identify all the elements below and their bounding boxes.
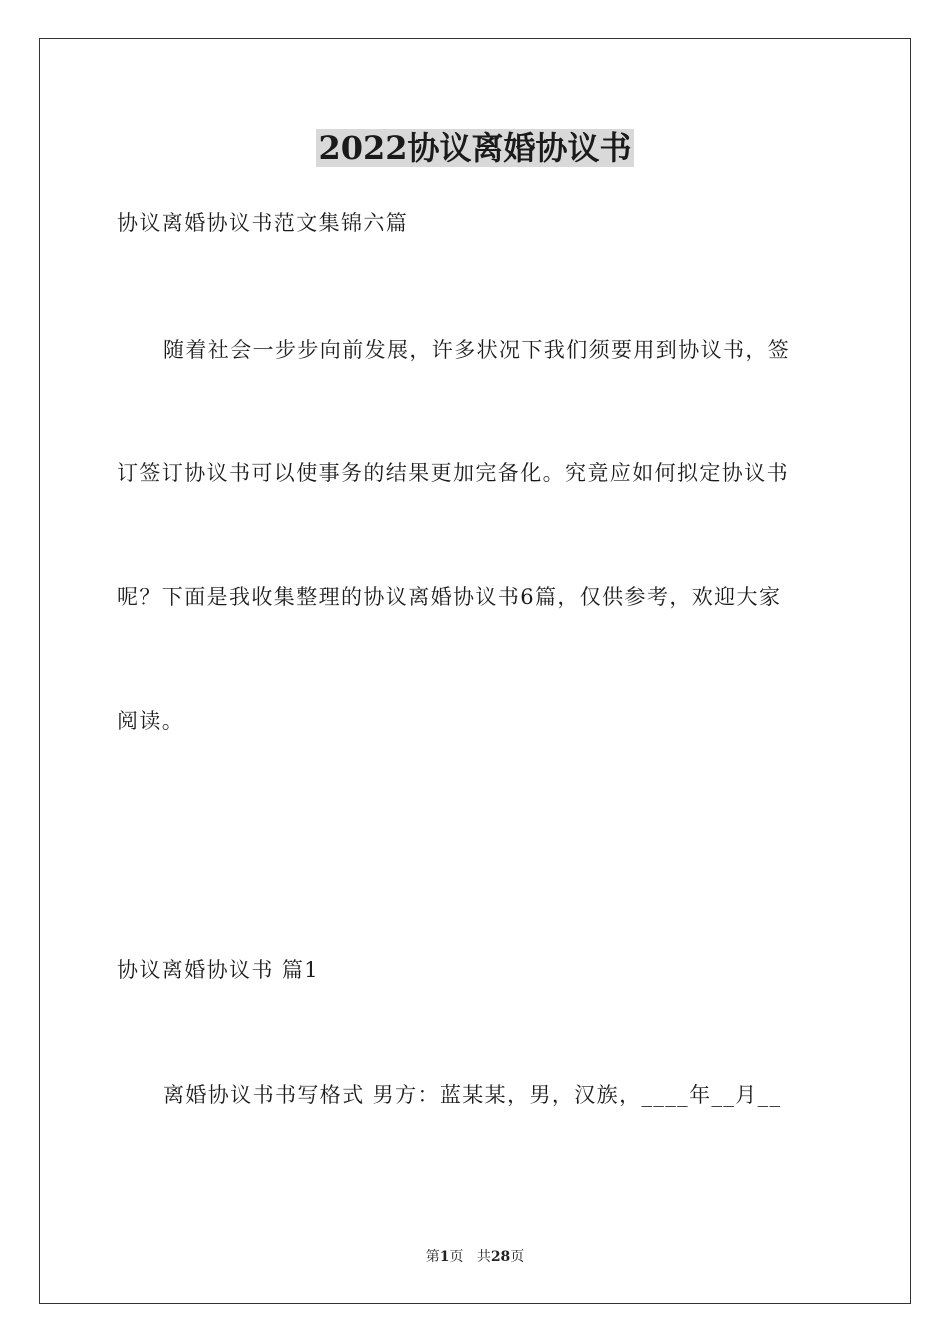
page-footer bbox=[0, 1247, 950, 1267]
intro-line-3: 呢？下面是我收集整理的协议离婚协议书6篇，仅供参考，欢迎大家 bbox=[117, 585, 782, 609]
footer-prefix: 第 bbox=[425, 1249, 440, 1265]
footer-total-prefix: 共 bbox=[476, 1249, 491, 1265]
footer-total-pages: 28 bbox=[490, 1249, 511, 1265]
intro-line-1: 随着社会一步步向前发展，许多状况下我们须要用到协议书，签 bbox=[163, 338, 791, 362]
intro-line-4: 阅读。 bbox=[117, 709, 185, 733]
document-title-text: 2022协议离婚协议书 bbox=[318, 129, 632, 167]
section-heading: 协议离婚协议书 篇1 bbox=[117, 958, 320, 982]
document-title bbox=[0, 126, 950, 170]
footer-current-page: 1 bbox=[439, 1249, 450, 1265]
footer-page-suffix: 页 bbox=[449, 1249, 464, 1265]
document-subtitle: 协议离婚协议书范文集锦六篇 bbox=[117, 211, 409, 235]
footer-total-suffix: 页 bbox=[510, 1249, 525, 1265]
intro-line-2: 订签订协议书可以使事务的结果更加完备化。究竟应如何拟定协议书 bbox=[117, 461, 789, 485]
section-first-line: 离婚协议书书写格式 男方：蓝某某，男，汉族，____年__月__ bbox=[163, 1083, 782, 1107]
